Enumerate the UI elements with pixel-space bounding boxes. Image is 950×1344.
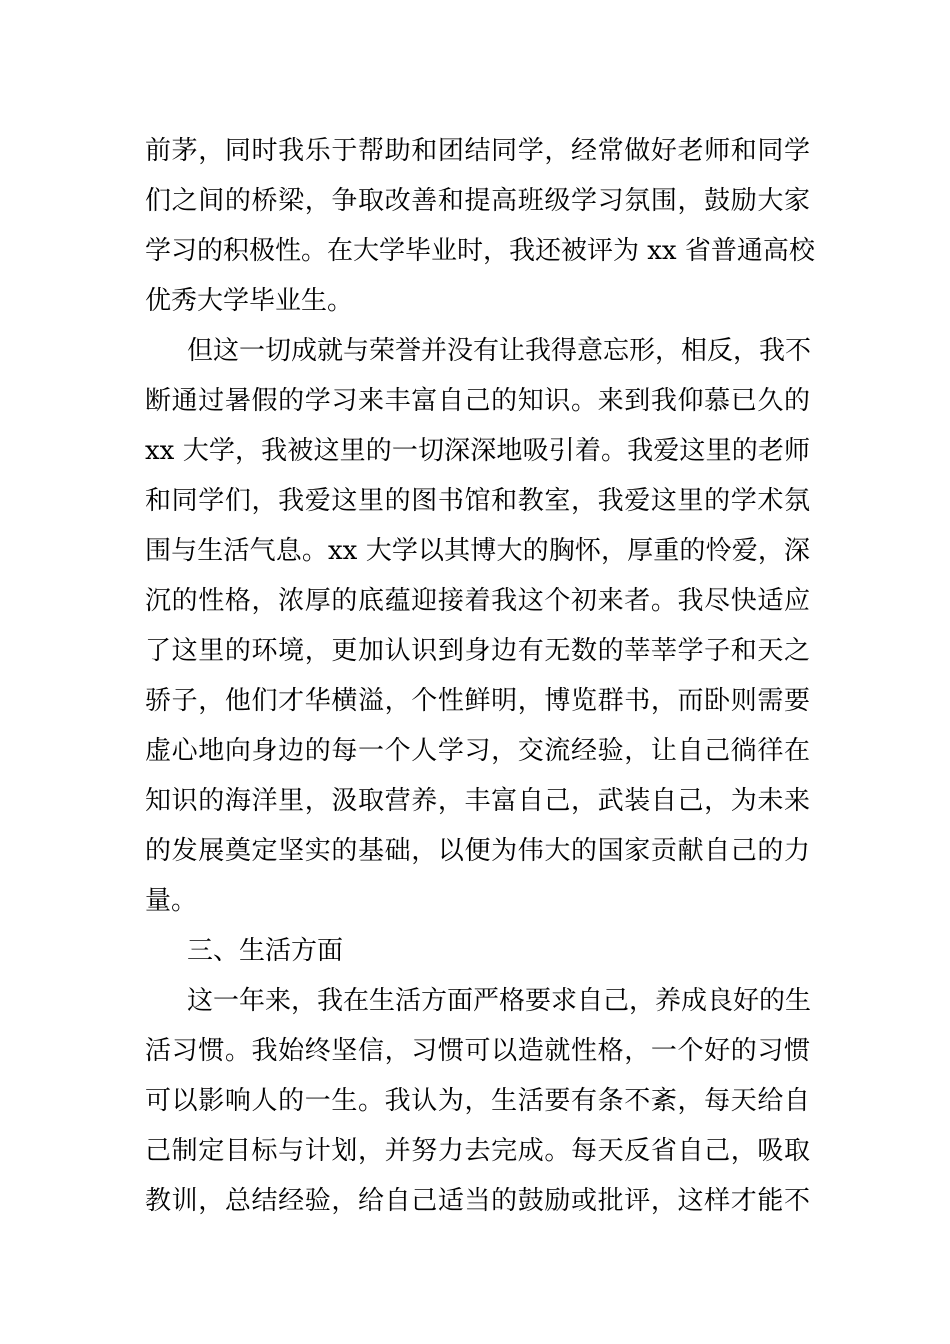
text-line: 虚心地向身边的每一个人学习，交流经验，让自己徜徉在	[145, 736, 810, 766]
text-line: 己制定目标与计划，并努力去完成。每天反省自己，吸取	[145, 1136, 810, 1166]
text-line: 量。	[145, 886, 198, 916]
text-line: 了这里的环境，更加认识到身边有无数的莘莘学子和天之	[145, 636, 810, 666]
text-line: 可以影响人的一生。我认为，生活要有条不紊，每天给自	[145, 1086, 810, 1116]
text-line: 优秀大学毕业生。	[145, 286, 354, 316]
text-line: xx 大学，我被这里的一切深深地吸引着。我爱这里的老师	[145, 436, 810, 466]
text-line: 们之间的桥梁，争取改善和提高班级学习氛围，鼓励大家	[145, 186, 810, 216]
text-line: 前茅，同时我乐于帮助和团结同学，经常做好老师和同学	[145, 136, 810, 166]
text-line: 沉的性格，浓厚的底蕴迎接着我这个初来者。我尽快适应	[145, 586, 810, 616]
text-line: 知识的海洋里，汲取营养，丰富自己，武装自己，为未来	[145, 786, 810, 816]
paragraph	[145, 326, 810, 926]
text-line: 的发展奠定坚实的基础，以便为伟大的国家贡献自己的力	[145, 836, 810, 866]
text-line: 教训，总结经验，给自己适当的鼓励或批评，这样才能不	[145, 1186, 810, 1216]
text-line: 围与生活气息。xx 大学以其博大的胸怀，厚重的怜爱，深	[145, 536, 810, 566]
text-line: 学习的积极性。在大学毕业时，我还被评为 xx 省普通高校	[145, 236, 815, 266]
text-line: 断通过暑假的学习来丰富自己的知识。来到我仰慕已久的	[145, 386, 810, 416]
paragraph	[145, 976, 810, 1226]
text-line: 这一年来，我在生活方面严格要求自己，养成良好的生	[187, 986, 812, 1016]
text-line: 三、生活方面	[187, 936, 344, 966]
text-line: 活习惯。我始终坚信，习惯可以造就性格，一个好的习惯	[145, 1036, 810, 1066]
document-body	[145, 126, 815, 1226]
text-line: 骄子，他们才华横溢，个性鲜明，博览群书，而卧则需要	[145, 686, 810, 716]
text-line: 和同学们，我爱这里的图书馆和教室，我爱这里的学术氛	[145, 486, 810, 516]
paragraph	[145, 126, 815, 326]
section-heading	[145, 926, 810, 976]
text-line: 但这一切成就与荣誉并没有让我得意忘形，相反，我不	[187, 336, 812, 366]
